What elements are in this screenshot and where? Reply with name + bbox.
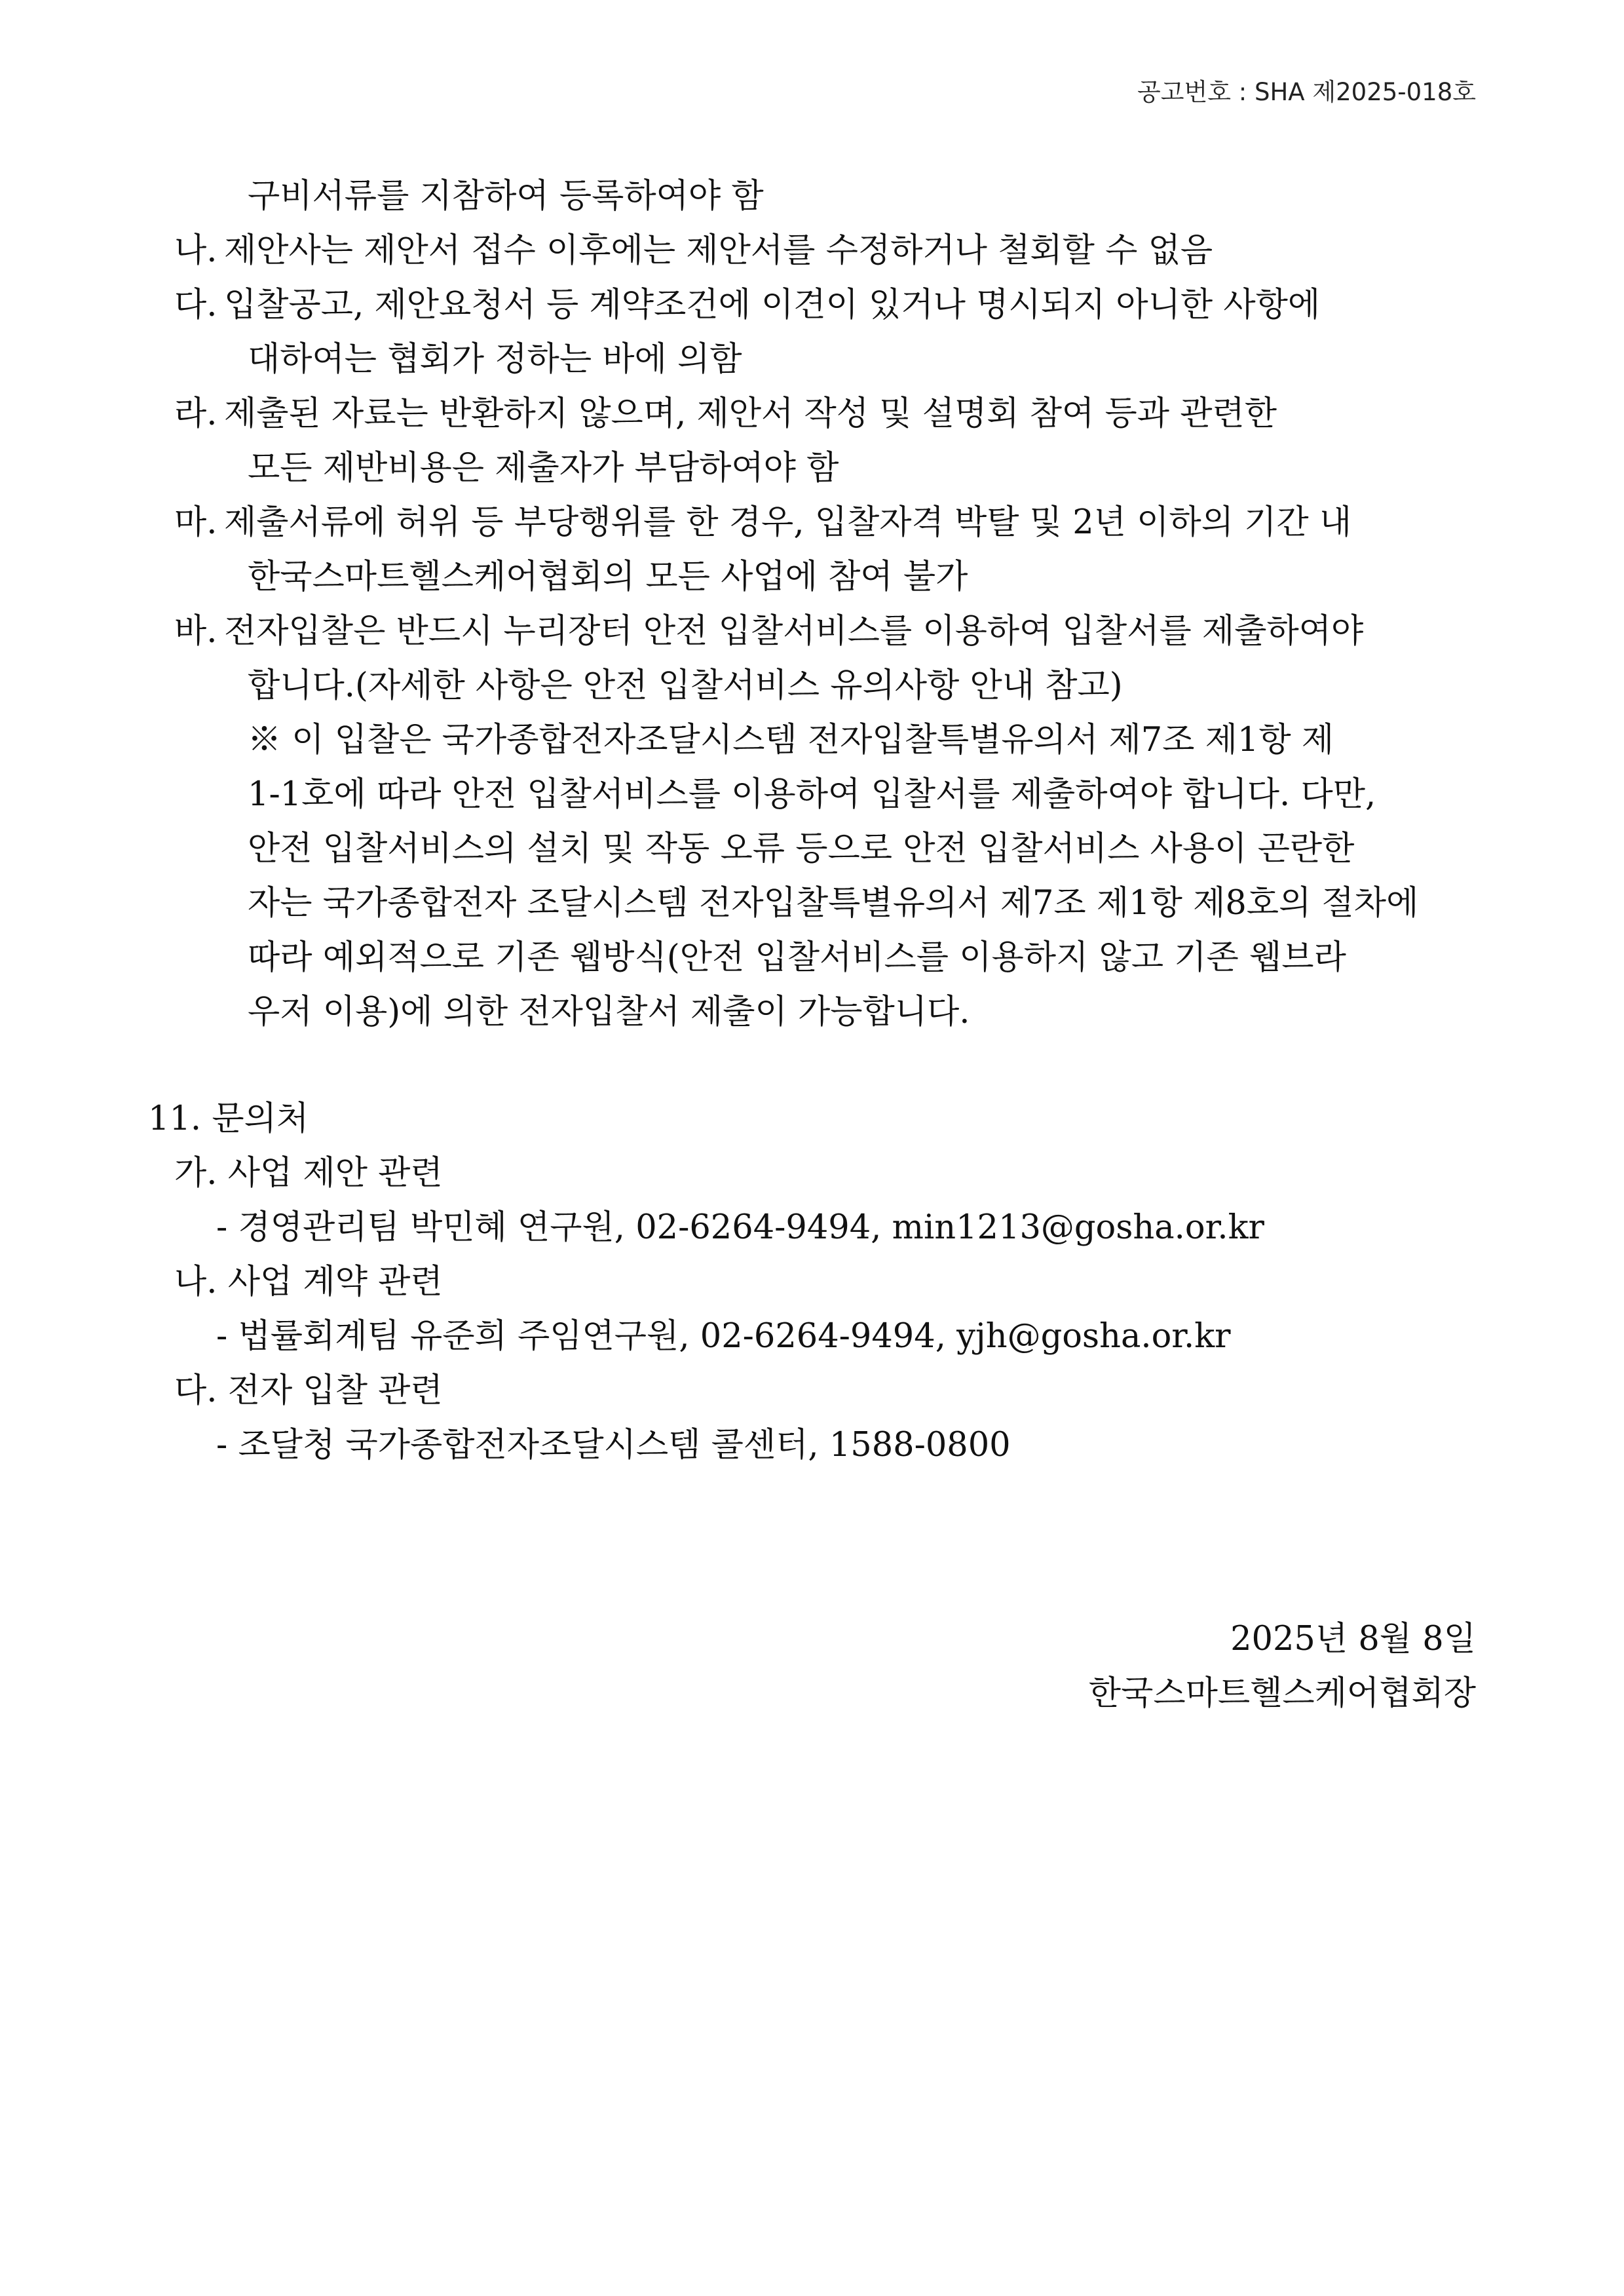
section-spacer [151,1039,1474,1092]
list-marker: 바. [174,612,217,651]
list-item-ra [151,387,1474,441]
list-marker: 다. [174,286,217,324]
list-item-continuation: 한국스마트헬스케어협회의 모든 사업에 참여 불가 [248,558,968,596]
notice-line: 1-1호에 따라 안전 입찰서비스를 이용하여 입찰서를 제출하여야 합니다. 다만, [248,775,1376,814]
list-item-text: 입찰공고, 제안요청서 등 계약조건에 이견이 있거나 명시되지 아니한 사항에 [224,286,1321,324]
issue-date: 2025년 8월 8일 [1230,1620,1476,1658]
contact-group-title [151,1146,1474,1200]
notice-line: 따라 예외적으로 기존 웹방식(안전 입찰서비스를 이용하지 않고 기존 웹브라 [248,938,1346,977]
notice-line: 안전 입찰서비스의 설치 및 작동 오류 등으로 안전 입찰서비스 사용이 곤란한 [248,830,1355,868]
list-item-ma [151,495,1474,550]
list-item-ba [151,604,1474,659]
contact-title: 다. 전자 입찰 관련 [174,1371,443,1410]
list-marker: 라. [174,394,217,433]
list-item-text: 제출된 자료는 반환하지 않으며, 제안서 작성 및 설명회 참여 등과 관련한 [224,394,1277,433]
list-item-text: 제출서류에 허위 등 부당행위를 한 경우, 입찰자격 박탈 및 2년 이하의 기간 내 [224,503,1352,542]
contact-detail: - 법률회계팀 유준희 주임연구원, 02-6264-9494, yjh@gosha.or.kr [216,1317,1231,1356]
list-marker: 마. [174,503,217,542]
intro-continuation: 구비서류를 지참하여 등록하여야 함 [248,177,764,216]
document-number: 공고번호 : SHA 제2025-018호 [1137,78,1476,106]
list-item-da [151,278,1474,332]
list-item-text: 제안사는 제안서 접수 이후에는 제안서를 수정하거나 철회할 수 없음 [224,231,1213,270]
issuer-name: 한국스마트헬스케어협회장 [1088,1674,1476,1713]
contact-group-title [151,1255,1474,1309]
list-item-continuation: 합니다.(자세한 사항은 안전 입찰서비스 유의사항 안내 참고) [248,666,1123,705]
contact-title: 나. 사업 계약 관련 [174,1263,443,1301]
list-item-continuation: 대하여는 협회가 정하는 바에 의함 [248,340,742,379]
notice-line: 자는 국가종합전자 조달시스템 전자입찰특별유의서 제7조 제1항 제8호의 절차에 [248,884,1419,923]
contact-detail: - 조달청 국가종합전자조달시스템 콜센터, 1588-0800 [216,1426,1011,1464]
list-item-text: 전자입찰은 반드시 누리장터 안전 입찰서비스를 이용하여 입찰서를 제출하여야 [224,612,1364,651]
document-body [148,169,1474,1472]
closing-block [1089,1612,1476,1721]
list-item-continuation: 모든 제반비용은 제출자가 부담하여야 함 [248,449,839,488]
contact-title: 가. 사업 제안 관련 [174,1154,443,1193]
list-item-na [151,223,1474,278]
notice-line: 우저 이용)에 의한 전자입찰서 제출이 가능합니다. [248,993,970,1031]
section-heading-contacts: 11. 문의처 [148,1100,309,1138]
contact-group-title [151,1364,1474,1418]
list-marker: 나. [174,231,217,270]
contact-detail: - 경영관리팀 박민혜 연구원, 02-6264-9494, min1213@gosha.or.kr [216,1208,1264,1247]
notice-line: ※ 이 입찰은 국가종합전자조달시스템 전자입찰특별유의서 제7조 제1항 제 [248,721,1334,759]
